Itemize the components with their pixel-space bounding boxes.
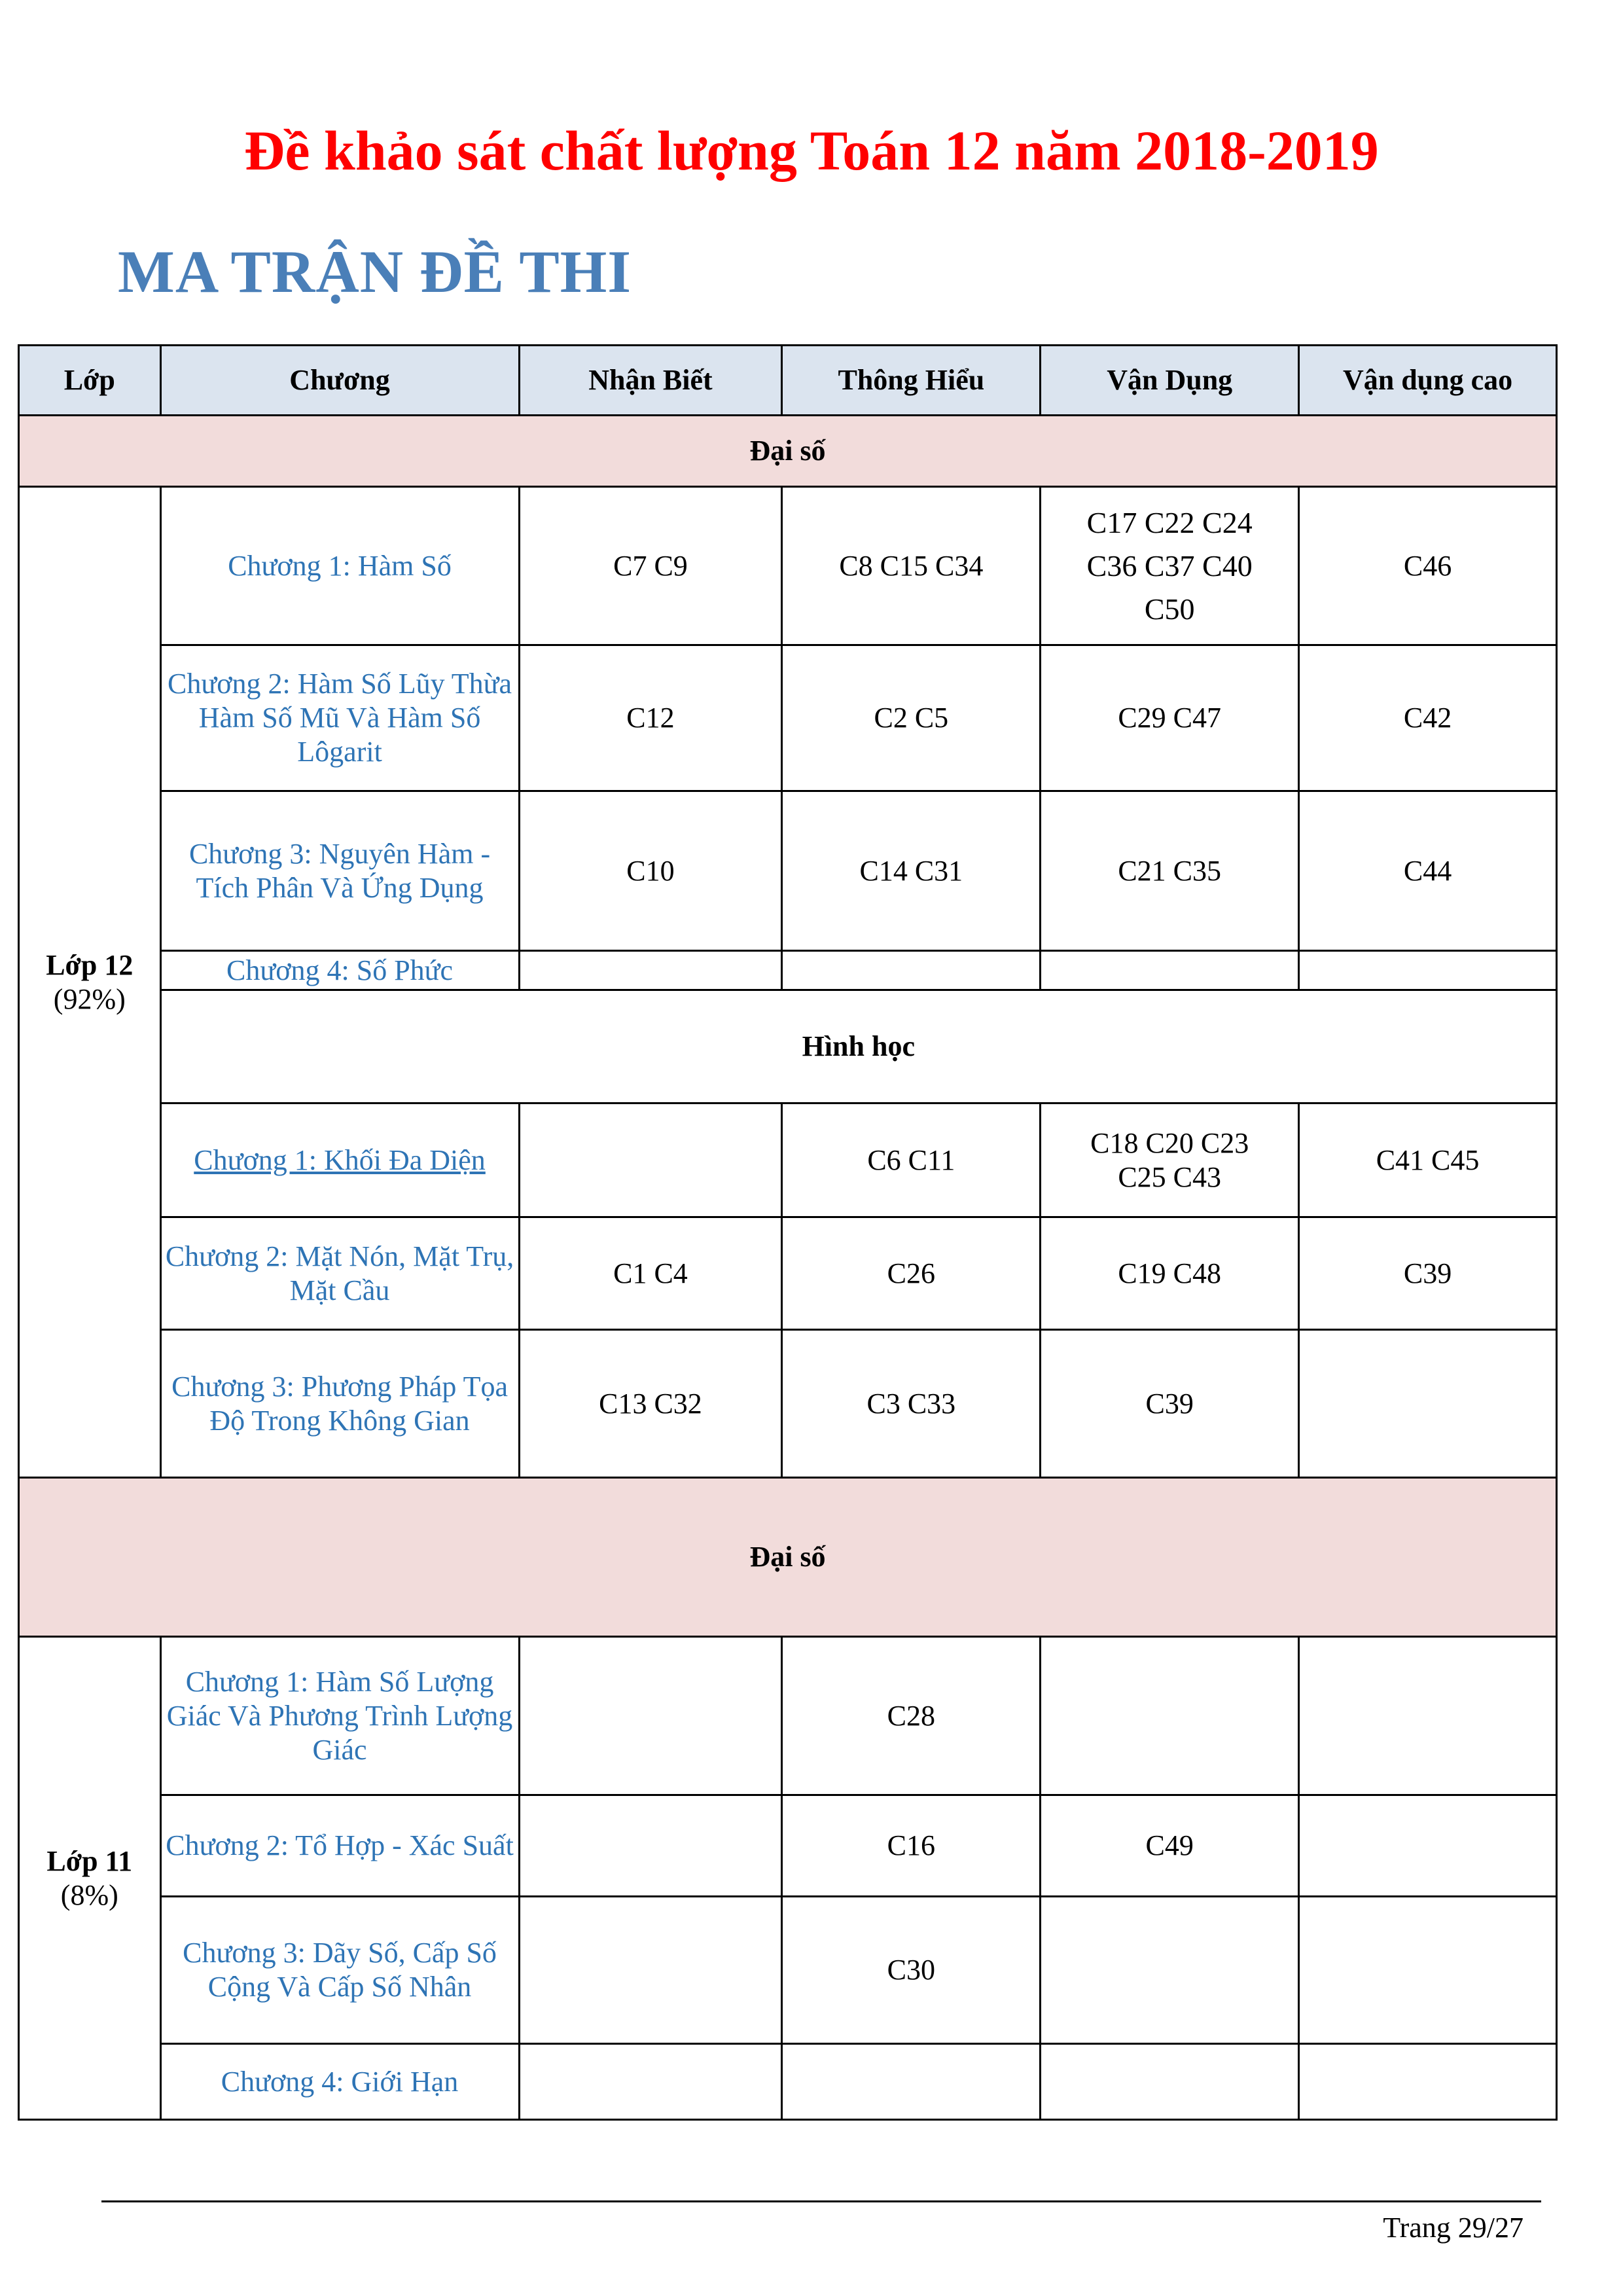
van-dung-cell [1041,2044,1299,2120]
chapter-cell: Chương 2: Mặt Nón, Mặt Trụ, Mặt Cầu [160,1217,519,1330]
table-row [19,951,1557,990]
table-row [19,1897,1557,2044]
grade-label: Lớp 11 [46,1844,133,1877]
thong-hieu-cell: C16 [782,1795,1041,1897]
nhan-biet-cell [519,951,782,990]
nhan-biet-cell [519,1795,782,1897]
van-dung-cao-cell [1299,951,1557,990]
grade-cell-lop-11 [19,1637,161,2120]
van-dung-cell: C19 C48 [1041,1217,1299,1330]
van-dung-cell: C17 C22 C24 C36 C37 C40 C50 [1041,487,1299,645]
chapter-cell: Chương 1: Hàm Số Lượng Giác Và Phương Trình Lượng Giác [160,1637,519,1795]
table-row [19,1103,1557,1217]
nhan-biet-cell: C7 C9 [519,487,782,645]
page-number: Trang 29/27 [1383,2212,1524,2244]
document-title: Đề khảo sát chất lượng Toán 12 năm 2018-2019 [244,119,1379,182]
van-dung-cell: C21 C35 [1041,791,1299,951]
table-header-row [19,346,1557,416]
van-dung-cell: C39 [1041,1330,1299,1478]
van-dung-cao-cell [1299,1330,1557,1478]
chapter-link[interactable]: Chương 1: Khối Đa Diện [194,1143,486,1176]
table-row [19,645,1557,791]
chapter-cell [160,1103,519,1217]
table-row [19,791,1557,951]
van-dung-cao-cell: C44 [1299,791,1557,951]
column-header-chuong: Chương [160,346,519,416]
section-title-dai-so: Đại số [19,416,1557,487]
thong-hieu-cell [782,951,1041,990]
thong-hieu-cell: C8 C15 C34 [782,487,1041,645]
grade-label: Lớp 12 [46,948,134,981]
thong-hieu-cell: C14 C31 [782,791,1041,951]
column-header-van-dung-cao: Vận dụng cao [1299,346,1557,416]
thong-hieu-cell: C2 C5 [782,645,1041,791]
van-dung-cao-cell [1299,2044,1557,2120]
section-title-dai-so: Đại số [19,1478,1557,1637]
table-row [19,1330,1557,1478]
chapter-cell: Chương 4: Giới Hạn [160,2044,519,2120]
nhan-biet-cell: C1 C4 [519,1217,782,1330]
thong-hieu-cell: C26 [782,1217,1041,1330]
nhan-biet-cell [519,1897,782,2044]
chapter-cell: Chương 2: Tổ Hợp - Xác Suất [160,1795,519,1897]
chapter-cell: Chương 3: Nguyên Hàm - Tích Phân Và Ứng Dụng [160,791,519,951]
thong-hieu-cell: C30 [782,1897,1041,2044]
chapter-cell: Chương 2: Hàm Số Lũy Thừa Hàm Số Mũ Và Hàm Số Lôgarit [160,645,519,791]
table-row [19,1795,1557,1897]
thong-hieu-cell [782,2044,1041,2120]
section-row [19,1478,1557,1637]
chapter-cell: Chương 4: Số Phức [160,951,519,990]
van-dung-cao-cell: C41 C45 [1299,1103,1557,1217]
nhan-biet-cell: C10 [519,791,782,951]
matrix-heading: MA TRẬN ĐỀ THI [118,238,632,305]
van-dung-cao-cell: C39 [1299,1217,1557,1330]
van-dung-cell [1041,951,1299,990]
table-row [19,487,1557,645]
thong-hieu-cell: C28 [782,1637,1041,1795]
nhan-biet-cell [519,1637,782,1795]
van-dung-cao-cell [1299,1637,1557,1795]
section-row [19,990,1557,1103]
grade-percent: (92%) [53,982,126,1015]
nhan-biet-cell [519,1103,782,1217]
chapter-cell: Chương 3: Phương Pháp Tọa Độ Trong Không Gian [160,1330,519,1478]
column-header-lop: Lớp [19,346,161,416]
van-dung-cell: C49 [1041,1795,1299,1897]
chapter-cell: Chương 1: Hàm Số [160,487,519,645]
table-row [19,2044,1557,2120]
van-dung-cao-cell: C42 [1299,645,1557,791]
van-dung-cao-cell [1299,1795,1557,1897]
column-header-nhan-biet: Nhận Biết [519,346,782,416]
van-dung-cao-cell: C46 [1299,487,1557,645]
grade-percent: (8%) [60,1878,118,1911]
nhan-biet-cell: C13 C32 [519,1330,782,1478]
van-dung-cell: C18 C20 C23 C25 C43 [1041,1103,1299,1217]
exam-matrix-table [18,344,1558,2121]
section-title-hinh-hoc: Hình học [160,990,1556,1103]
nhan-biet-cell [519,2044,782,2120]
table-row [19,1637,1557,1795]
thong-hieu-cell: C6 C11 [782,1103,1041,1217]
column-header-thong-hieu: Thông Hiểu [782,346,1041,416]
van-dung-cao-cell [1299,1897,1557,2044]
column-header-van-dung: Vận Dụng [1041,346,1299,416]
chapter-cell: Chương 3: Dãy Số, Cấp Số Cộng Và Cấp Số Nhân [160,1897,519,2044]
table-row [19,1217,1557,1330]
van-dung-cell [1041,1897,1299,2044]
van-dung-cell: C29 C47 [1041,645,1299,791]
thong-hieu-cell: C3 C33 [782,1330,1041,1478]
section-row [19,416,1557,487]
van-dung-cell [1041,1637,1299,1795]
grade-cell-lop-12 [19,487,161,1478]
footer-divider [101,2200,1541,2202]
nhan-biet-cell: C12 [519,645,782,791]
